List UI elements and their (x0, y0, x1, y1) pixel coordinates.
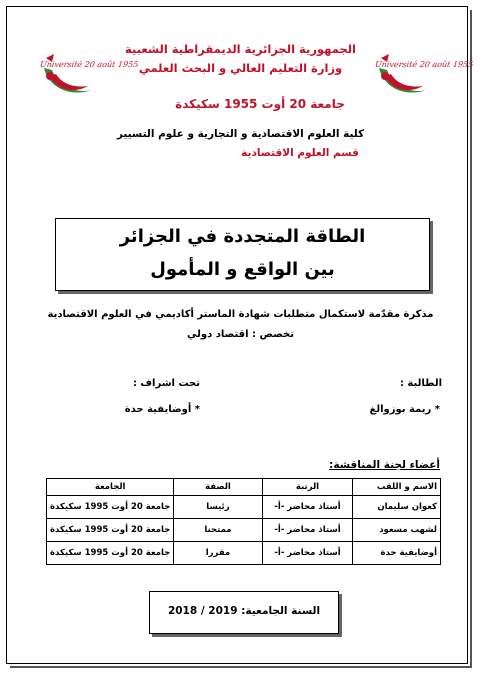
specialization: تخصص : اقتصاد دولي (187, 329, 294, 340)
ministry-heading: وزارة التعليم العالي و البحث العلمي (138, 61, 343, 75)
member-university: جامعة 20 أوت 1995 سكيكدة (47, 496, 174, 519)
member-name: أوضايفية حدة (353, 542, 441, 565)
faculty-heading: كلية العلوم الاقتصادية و التجارية و علوم التسيير (116, 128, 365, 140)
header-name: الاسم و اللقب (353, 479, 441, 496)
committee-title: أعضاء لجنة المناقشة: (329, 459, 440, 471)
thesis-title-line2: بين الواقع و المأمول (150, 259, 335, 280)
supervisor-label: تحت اشراف : (132, 378, 200, 389)
member-role: مقررا (174, 542, 262, 565)
academic-year (150, 605, 338, 617)
member-rank: أستاذ محاضر -أ- (262, 496, 353, 519)
table-row (47, 496, 441, 519)
member-university: جامعة 20 أوت 1995 سكيكدة (47, 519, 174, 542)
student-name: * ريمة بوزوالغ (369, 404, 440, 415)
member-university: جامعة 20 أوت 1995 سكيكدة (47, 542, 174, 565)
logo-text: Université 20 août 1955 (39, 60, 139, 69)
logo-text: Université 20 août 1955 (374, 60, 474, 69)
student-label: الطالبة : (399, 378, 442, 389)
academic-year-value: 2018 / 2019 (167, 605, 238, 617)
committee-table (46, 478, 441, 565)
thesis-title-line1: الطاقة المتجددة في الجزائر (119, 226, 366, 247)
member-role: ممتحنا (174, 519, 262, 542)
thesis-purpose: مذكرة مقدّمة لاستكمال متطلبات شهادة الماستر أكاديمي في العلوم الاقتصادية (47, 309, 434, 320)
thesis-title-box (55, 218, 430, 291)
member-rank: أستاذ محاضر -أ- (262, 519, 353, 542)
table-header-row (47, 479, 441, 496)
member-role: رئيسا (174, 496, 262, 519)
department-heading: قسم العلوم الاقتصادية (241, 147, 359, 159)
table-row (47, 542, 441, 565)
member-rank: أستاذ محاضر -أ- (262, 542, 353, 565)
academic-year-box (149, 591, 339, 634)
supervisor-name: * أوضايفية حدة (124, 404, 200, 415)
header-university: الجامعة (47, 479, 174, 496)
member-name: كعوان سليمان (353, 496, 441, 519)
member-name: لشهب مسعود (353, 519, 441, 542)
table-row (47, 519, 441, 542)
header-role: الصفة (174, 479, 262, 496)
academic-year-label: السنة الجامعية: (241, 605, 321, 617)
university-heading: جامعة 20 أوت 1955 سكيكدة (175, 97, 345, 111)
header-rank: الرتبة (262, 479, 353, 496)
republic-heading: الجمهورية الجزائرية الديمقراطية الشعبية (124, 42, 356, 56)
